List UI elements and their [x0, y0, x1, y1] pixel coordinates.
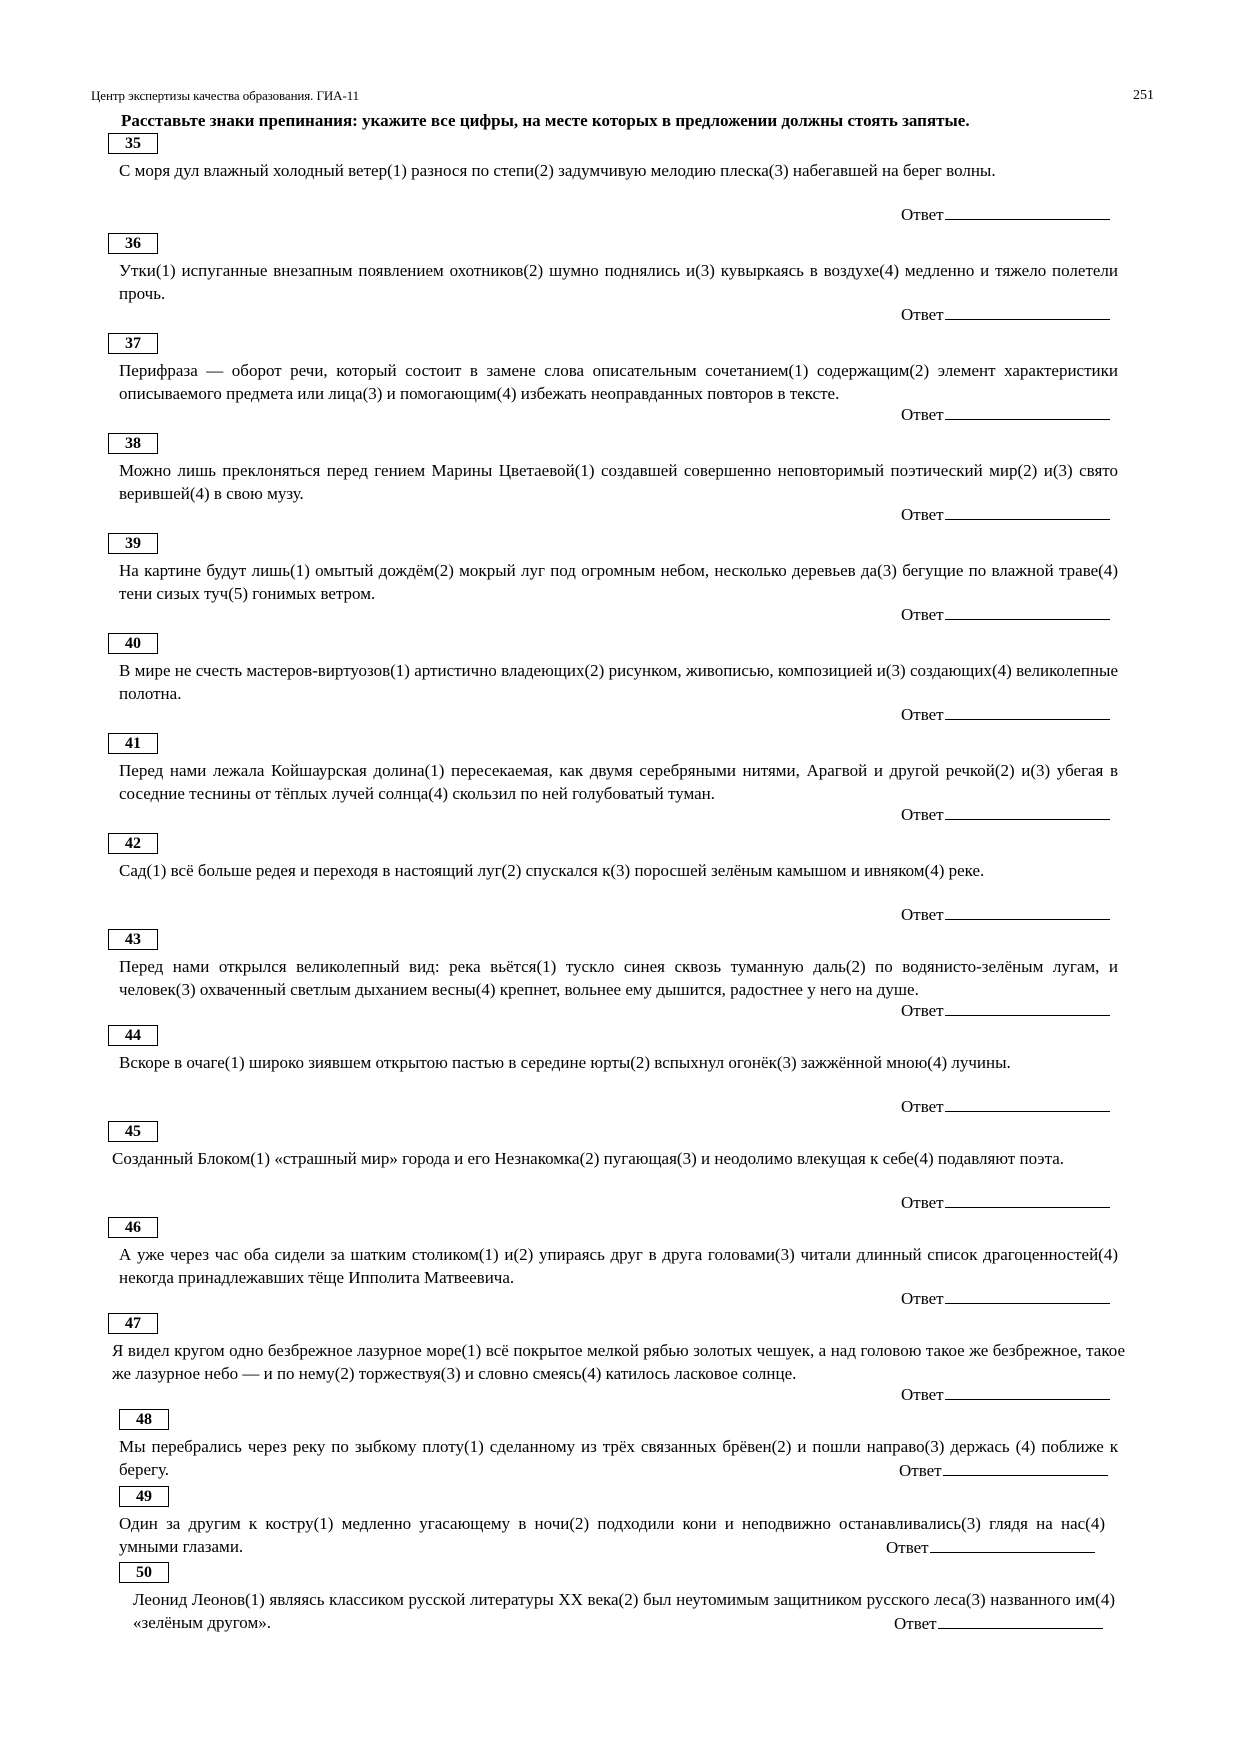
answer-field[interactable] — [901, 505, 1110, 525]
task-text: Сад(1) всё больше редея и переходя в настоящий луг(2) спускался к(3) поросшей зелёным камышом и ивняком(4) реке. — [119, 861, 985, 880]
answer-line[interactable] — [945, 318, 1110, 320]
answer-label: Ответ — [901, 805, 944, 824]
answer-field[interactable] — [901, 905, 1110, 925]
task-text: Можно лишь преклоняться перед гением Марины Цветаевой(1) создавшей совершенно неповторимый поэтический мир(2) и(3) свято верившей(4) в свою музу. — [119, 461, 1118, 503]
task-text: Леонид Леонов(1) являясь классиком русской литературы XX века(2) был неутомимым защитником русского леса(3) названного им(4) «зелёным другом». — [133, 1590, 1115, 1632]
task-text: А уже через час оба сидели за шатким столиком(1) и(2) упираясь друг в друга головами(3) читали длинный список драгоценностей(4) некогда принадлежавших тёще Ипполита Матвеевича. — [119, 1245, 1118, 1287]
answer-label: Ответ — [901, 1289, 944, 1308]
answer-label: Ответ — [901, 505, 944, 524]
answer-label: Ответ — [901, 1193, 944, 1212]
answer-label: Ответ — [901, 1001, 944, 1020]
answer-line[interactable] — [945, 1206, 1110, 1208]
answer-label: Ответ — [901, 605, 944, 624]
answer-label: Ответ — [901, 205, 944, 224]
task-text: В мире не счесть мастеров-виртуозов(1) артистично владеющих(2) рисунком, живописью, композицией и(3) создающих(4) великолепные полотна. — [119, 661, 1118, 703]
answer-line[interactable] — [945, 218, 1110, 220]
task-text: Утки(1) испуганные внезапным появлением охотников(2) шумно поднялись и(3) кувыркаясь в воздухе(4) медленно и тяжело полетели прочь. — [119, 261, 1118, 303]
task-number-box: 43 — [108, 929, 158, 950]
answer-field[interactable] — [901, 705, 1110, 725]
answer-field[interactable] — [894, 1614, 1103, 1634]
task-text: С моря дул влажный холодный ветер(1) разнося по степи(2) задумчивую мелодию плеска(3) набегавшей на берег волны. — [119, 161, 996, 180]
answer-line[interactable] — [943, 1474, 1108, 1476]
answer-label: Ответ — [901, 1385, 944, 1404]
task-number-box: 37 — [108, 333, 158, 354]
answer-line[interactable] — [945, 1302, 1110, 1304]
task-number-box: 44 — [108, 1025, 158, 1046]
task-text: Я видел кругом одно безбрежное лазурное море(1) всё покрытое мелкой рябью золотых чешуек, а над головою такое же безбрежное, такое же лазурное небо — и по нему(2) торжествуя(3) и словно смеясь(4) катилось ласковое солнце. — [112, 1341, 1125, 1383]
task-text: Мы перебрались через реку по зыбкому плоту(1) сделанному из трёх связанных брёвен(2) и пошли направо(3) держась (4) поближе к берегу. — [119, 1437, 1118, 1479]
answer-field[interactable] — [886, 1538, 1095, 1558]
answer-field[interactable] — [901, 405, 1110, 425]
task-text: Вскоре в очаге(1) широко зиявшем открытою пастью в середине юрты(2) вспыхнул огонёк(3) зажжённой мною(4) лучины. — [119, 1053, 1011, 1072]
task-text: Один за другим к костру(1) медленно угасающему в ночи(2) подходили кони и неподвижно останавливались(3) глядя на нас(4) умными глазами. — [119, 1514, 1105, 1556]
task-text: Созданный Блоком(1) «страшный мир» города и его Незнакомка(2) пугающая(3) и неодолимо влекущая к себе(4) подавляют поэта. — [112, 1149, 1065, 1168]
answer-line[interactable] — [945, 418, 1110, 420]
answer-field[interactable] — [899, 1461, 1108, 1481]
answer-label: Ответ — [901, 405, 944, 424]
answer-field[interactable] — [901, 1289, 1110, 1309]
answer-field[interactable] — [901, 205, 1110, 225]
answer-line[interactable] — [945, 1110, 1110, 1112]
task-number-box: 35 — [108, 133, 158, 154]
answer-line[interactable] — [938, 1627, 1103, 1629]
task-number-box: 45 — [108, 1121, 158, 1142]
task-number-box: 40 — [108, 633, 158, 654]
answer-field[interactable] — [901, 1385, 1110, 1405]
answer-label: Ответ — [901, 905, 944, 924]
task-number-box: 42 — [108, 833, 158, 854]
answer-line[interactable] — [945, 618, 1110, 620]
page-number: 251 — [1133, 88, 1154, 103]
document-header-title: Центр экспертизы качества образования. ГИА-11 — [91, 88, 360, 103]
answer-label: Ответ — [901, 705, 944, 724]
answer-line[interactable] — [945, 518, 1110, 520]
answer-line[interactable] — [945, 1014, 1110, 1016]
answer-label: Ответ — [901, 1097, 944, 1116]
task-text: Перед нами лежала Койшаурская долина(1) пересекаемая, как двумя серебряными нитями, Арагвой и другой речкой(2) и(3) убегая в соседние теснины от тёплых лучей солнца(4) скользил по ней голубоватый туман. — [119, 761, 1118, 803]
task-number-box: 41 — [108, 733, 158, 754]
answer-field[interactable] — [901, 305, 1110, 325]
task-number-box: 46 — [108, 1217, 158, 1238]
answer-field[interactable] — [901, 1097, 1110, 1117]
answer-label: Ответ — [886, 1538, 929, 1557]
answer-field[interactable] — [901, 605, 1110, 625]
instruction-text: Расставьте знаки препинания: укажите все цифры, на месте которых в предложении должны стоять запятые. — [121, 111, 970, 130]
answer-line[interactable] — [945, 918, 1110, 920]
answer-line[interactable] — [945, 1398, 1110, 1400]
task-number-box: 38 — [108, 433, 158, 454]
answer-line[interactable] — [945, 718, 1110, 720]
task-number-box: 47 — [108, 1313, 158, 1334]
task-text: На картине будут лишь(1) омытый дождём(2) мокрый луг под огромным небом, несколько деревьев да(3) бегущие по влажной траве(4) тени сизых туч(5) гонимых ветром. — [119, 561, 1118, 603]
answer-field[interactable] — [901, 805, 1110, 825]
answer-label: Ответ — [894, 1614, 937, 1633]
answer-label: Ответ — [901, 305, 944, 324]
answer-field[interactable] — [901, 1001, 1110, 1021]
answer-label: Ответ — [899, 1461, 942, 1480]
answer-line[interactable] — [930, 1551, 1095, 1553]
answer-line[interactable] — [945, 818, 1110, 820]
task-number-box: 39 — [108, 533, 158, 554]
task-text: Перед нами открылся великолепный вид: река вьётся(1) тускло синея сквозь туманную даль(2) по водянисто-зелёным лугам, и человек(3) охваченный светлым дыханием весны(4) крепнет, вольнее ему дышится, радостнее у него на душе. — [119, 957, 1118, 999]
task-number-box: 48 — [119, 1409, 169, 1430]
task-number-box: 50 — [119, 1562, 169, 1583]
task-number-box: 36 — [108, 233, 158, 254]
task-number-box: 49 — [119, 1486, 169, 1507]
task-text: Перифраза — оборот речи, который состоит в замене слова описательным сочетанием(1) содержащим(2) элемент характеристики описываемого предмета или лица(3) и помогающим(4) избежать неоправданных повторов в тексте. — [119, 361, 1118, 403]
answer-field[interactable] — [901, 1193, 1110, 1213]
